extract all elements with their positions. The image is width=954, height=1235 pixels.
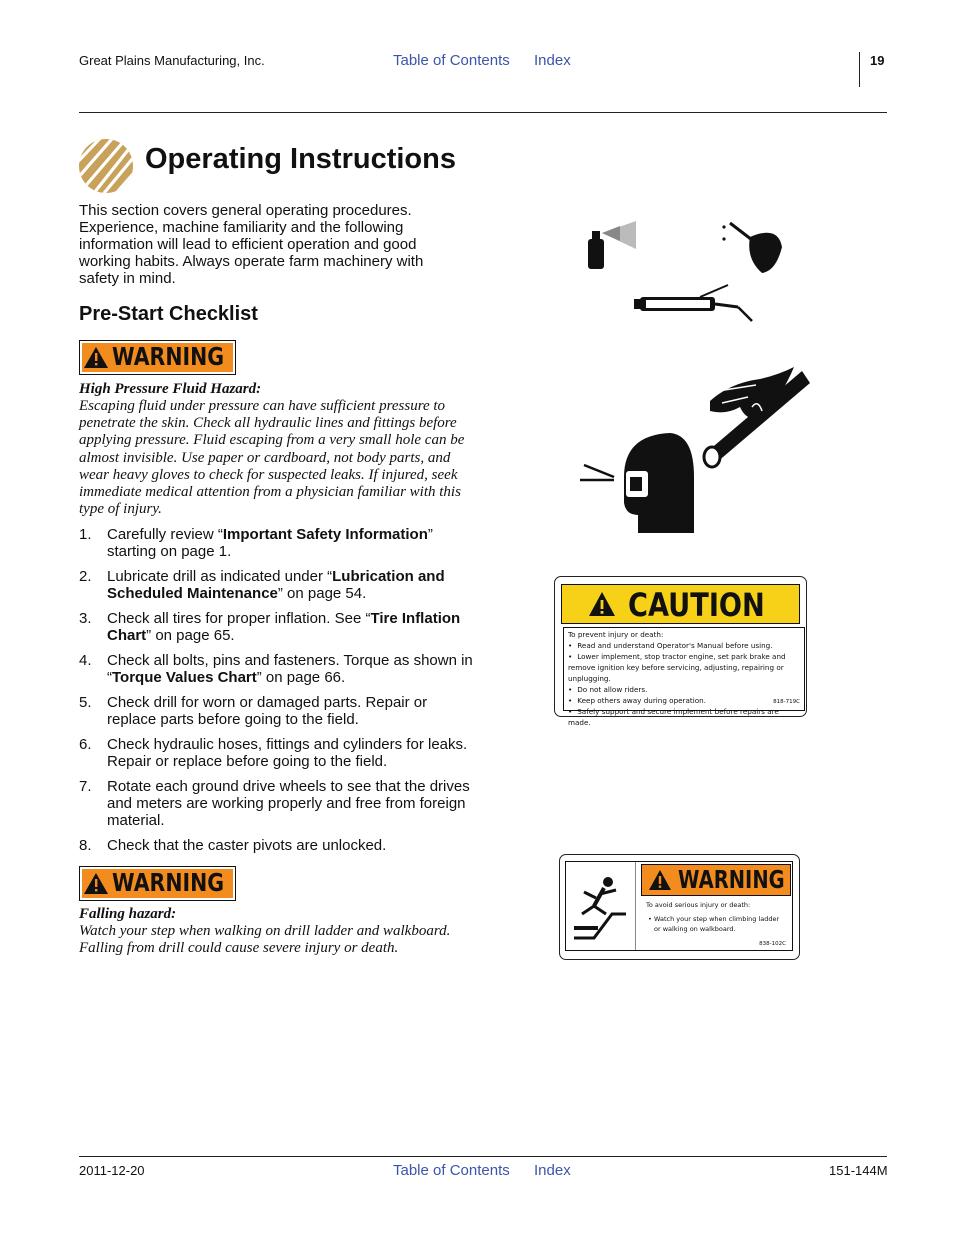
section-heading: Pre-Start Checklist — [79, 303, 258, 325]
checklist-item-number: 8. — [79, 837, 92, 854]
header-divider — [859, 52, 860, 87]
checklist-item-text: ” on page 66. — [256, 669, 346, 686]
warning-decal-intro: To avoid serious injury or death: — [646, 901, 751, 909]
safety-goggles-icon — [580, 433, 694, 533]
checklist-item-reference: Torque Values Chart — [112, 669, 257, 686]
page-title: Operating Instructions — [145, 143, 456, 175]
caution-decal-body — [563, 627, 805, 727]
caution-decal-item: • Lower implement, stop tractor engine, set park brake and remove ignition key before servicing, adjusting, repairing or unplugging. — [568, 651, 800, 684]
intro-paragraph: This section covers general operating procedures. Experience, machine familiarity and the following information will lead to efficient operation and good working habits. Always operate farm machinery with safety in mind. — [79, 202, 424, 287]
checklist-item-text: Check all tires for proper inflation. See “ — [107, 610, 371, 627]
warning-decal-frame — [565, 861, 793, 951]
doc-number: 151-144M — [829, 1163, 888, 1178]
caution-decal-code: 818-719C — [773, 699, 800, 705]
footer-rule — [79, 1156, 887, 1157]
caution-decal — [554, 576, 807, 727]
checklist-item — [79, 736, 479, 770]
caution-decal-item: • Keep others away during operation. — [568, 695, 800, 706]
checklist-item — [79, 568, 479, 602]
checklist-item-number: 4. — [79, 652, 92, 669]
warning-badge-label: WARNING — [112, 342, 225, 371]
great-plains-logo-icon — [78, 138, 134, 194]
checklist-item-number: 3. — [79, 610, 92, 627]
spray-can-icon — [588, 221, 636, 269]
page-number: 19 — [870, 53, 885, 68]
warning-badge-label: WARNING — [112, 868, 225, 897]
checklist-item-text: ” starting on page 1. — [107, 526, 433, 560]
checklist-item — [79, 694, 479, 728]
grease-gun-icon — [634, 285, 752, 321]
caution-decal-item: • Do not allow riders. — [568, 684, 800, 695]
checklist-item-reference: Lubrication and Scheduled Maintenance — [107, 568, 445, 602]
checklist-item-number: 2. — [79, 568, 92, 585]
caution-decal-item: • Read and understand Operator's Manual before using. — [568, 640, 800, 651]
toc-link-header[interactable]: Table of Contents — [393, 52, 510, 69]
warning-title: High Pressure Fluid Hazard: — [79, 381, 262, 397]
caution-decal-intro: To prevent injury or death: — [568, 630, 664, 639]
checklist-item-text: Carefully review “ — [107, 526, 223, 543]
oil-can-icon — [722, 223, 782, 273]
checklist-item-text: Check hydraulic hoses, fittings and cylinders for leaks. Repair or replace before going to the field. — [107, 736, 468, 770]
falling-person-icon — [566, 862, 636, 950]
checklist-item — [79, 778, 479, 829]
warning-text: Watch your step when walking on drill ladder and walkboard. Falling from drill could cause severe injury or death. — [79, 923, 451, 957]
warning-decal — [559, 854, 800, 960]
checklist-item-text: Check that the caster pivots are unlocked. — [107, 837, 387, 854]
warning-decal-header — [641, 864, 791, 896]
company-name: Great Plains Manufacturing, Inc. — [79, 53, 265, 68]
checklist-item-number: 6. — [79, 736, 92, 753]
index-link-footer[interactable]: Index — [534, 1162, 571, 1179]
checklist — [79, 526, 479, 862]
caution-decal-header — [561, 584, 800, 624]
toc-link-footer[interactable]: Table of Contents — [393, 1162, 510, 1179]
warning-decal-item: • Watch your step when climbing ladder or walking on walkboard. — [648, 915, 780, 933]
checklist-item-text: Check all bolts, pins and fasteners. Torque as shown in “ — [107, 652, 473, 686]
warning-decal-body — [646, 900, 786, 934]
warning-decal-code: 838-102C — [759, 941, 786, 947]
warning-decal-title: WARNING — [678, 865, 785, 894]
checklist-item-number: 5. — [79, 694, 92, 711]
checklist-item-reference: Important Safety Information — [222, 526, 428, 543]
caution-decal-item: • Safely support and secure implement before repairs are made. — [568, 706, 800, 728]
checklist-item-number: 1. — [79, 526, 92, 543]
checklist-item — [79, 610, 479, 644]
checklist-item — [79, 652, 479, 686]
index-link-header[interactable]: Index — [534, 52, 571, 69]
checklist-item-text: ” on page 54. — [277, 585, 367, 602]
checklist-item — [79, 526, 479, 560]
checklist-item-number: 7. — [79, 778, 92, 795]
caution-decal-title: CAUTION — [628, 586, 765, 624]
hand-hose-icon — [704, 367, 810, 467]
checklist-item-text: Lubricate drill as indicated under “ — [107, 568, 333, 585]
checklist-item — [79, 837, 479, 854]
warning-title: Falling hazard: — [79, 906, 177, 922]
footer-date: 2011-12-20 — [79, 1163, 145, 1178]
warning-text: Escaping fluid under pressure can have sufficient pressure to penetrate the skin. Check all hydraulic lines and fittings before applying pressure. Fluid escaping from a very small hole can be almost invisible. Use paper or cardboard, not body parts, and wear heavy gloves to check for suspected leaks. If injured, seek immediate medical attention from a physician familiar with this type of injury. — [79, 398, 465, 518]
caution-triangle-icon — [588, 590, 616, 618]
checklist-item-text: Rotate each ground drive wheels to see that the drives and meters are working properly and free from foreign material. — [107, 778, 470, 829]
header-rule — [79, 112, 887, 113]
warning-triangle-icon — [648, 869, 672, 891]
checklist-item-reference: Tire Inflation Chart — [107, 610, 461, 644]
checklist-item-text: Check drill for worn or damaged parts. Repair or replace parts before going to the field. — [107, 694, 428, 728]
caution-decal-list — [568, 640, 800, 728]
hydraulic-hazard-illustration — [570, 215, 820, 545]
checklist-item-text: ” on page 65. — [146, 627, 235, 644]
